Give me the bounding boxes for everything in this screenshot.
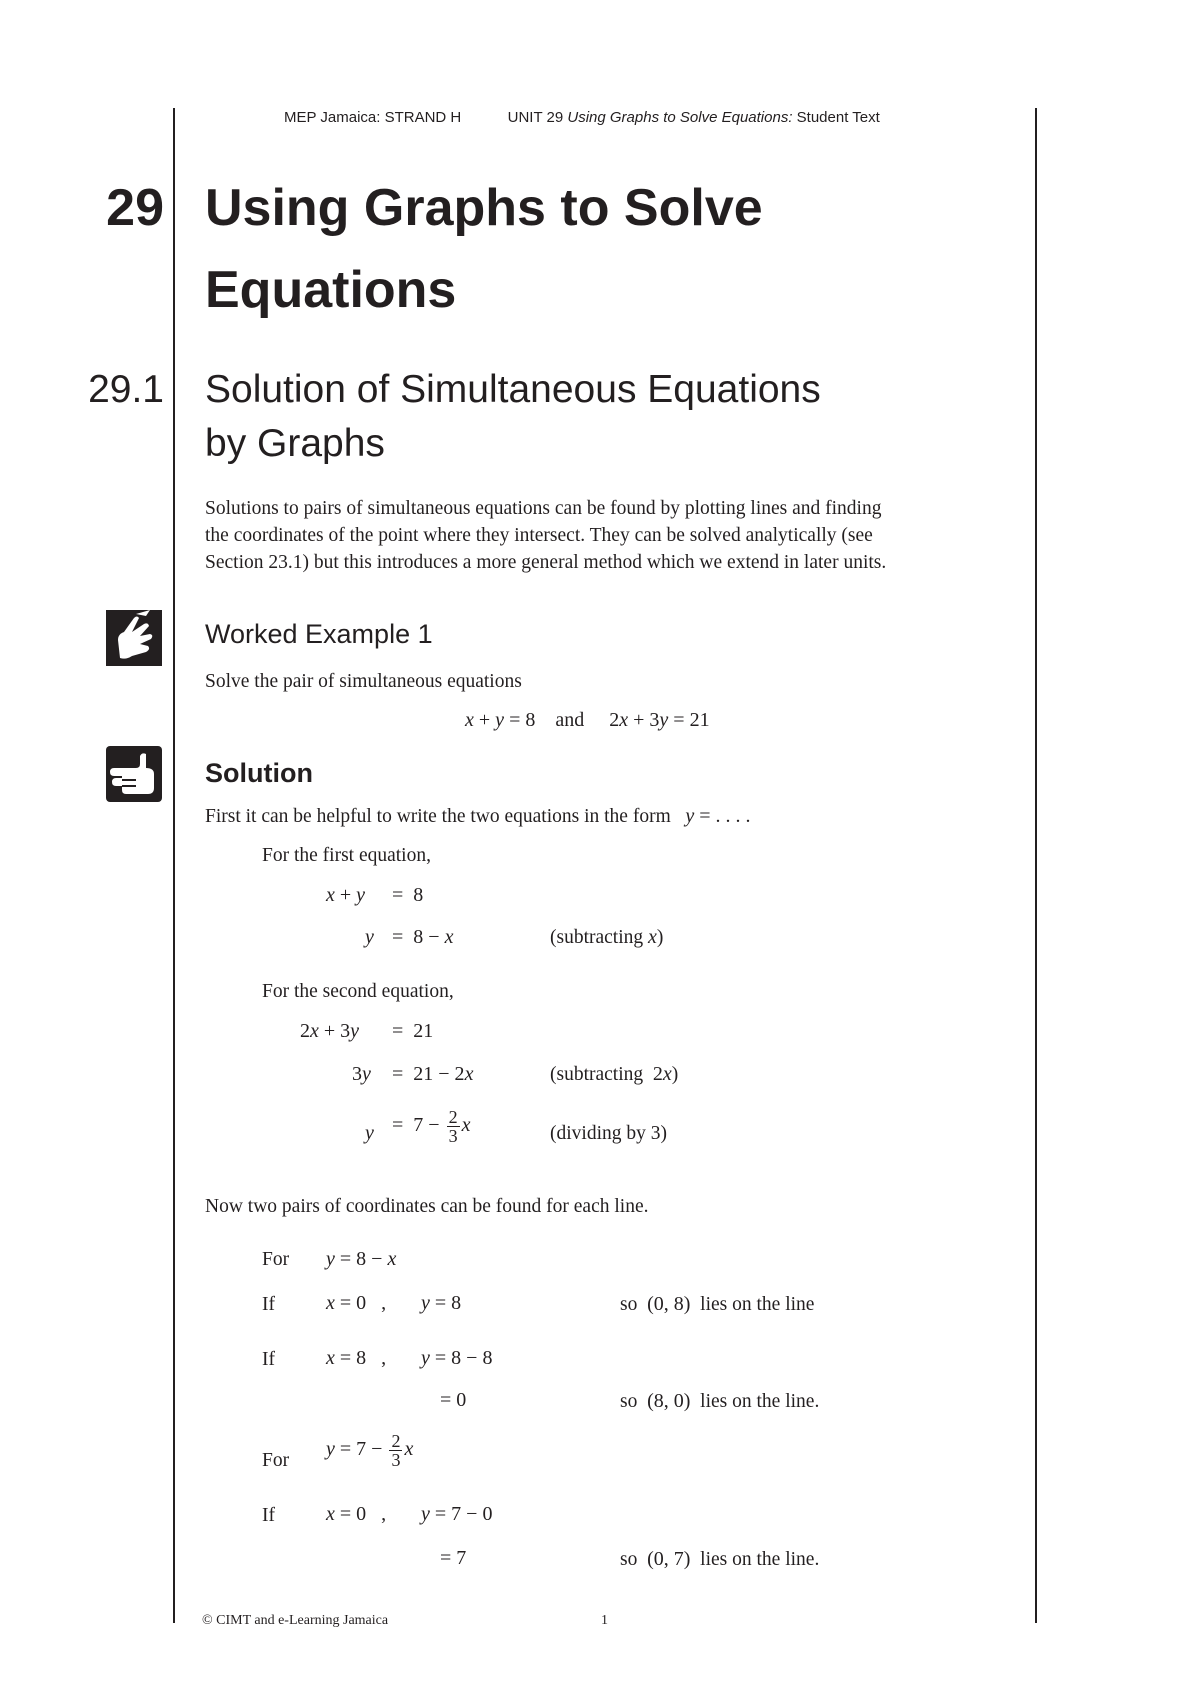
if-x-value: x = 0 , [326,1292,387,1314]
example-prompt: Solve the pair of simultaneous equations [205,671,522,692]
if-x-value: x = 0 , [326,1503,387,1525]
eq2-step1-lhs: 2x + 3y [300,1020,360,1042]
line2-equation: y = 7 − $\frac{2}{3}$ x [326,1431,414,1470]
eq2-step1-rhs: = 21 [392,1020,434,1042]
if-label: If [262,1349,275,1370]
eq2-step3-rhs: = 7 − $\frac{2}{3}$ x [392,1107,471,1146]
section-title-line2: by Graphs [205,422,385,465]
eq1-step1-lhs: x + y [326,884,366,906]
eq2-step3-lhs: y [365,1122,374,1144]
chapter-title-line2: Equations [205,261,457,319]
lies-text: lies on the line. [700,1549,820,1570]
if-y-value: y = 7 − 0 [421,1503,493,1525]
y-result: = 7 [440,1547,467,1569]
example-heading: Worked Example 1 [205,619,433,649]
header-text-type: Student Text [796,109,880,126]
eq1-step1-rhs: = 8 [392,884,424,906]
eq2-step2-note: (subtracting 2x) [550,1063,679,1085]
intro-line: Section 23.1) but this introduces a more general method which we extend in later units. [205,552,887,573]
intro-line: the coordinates of the point where they intersect. They can be solved analytically (see [205,525,873,546]
header-unit: UNIT 29 [507,109,564,126]
note-text: (subtracting [550,1064,644,1085]
page-number: 1 [601,1613,608,1628]
pointing-hand-icon [106,746,162,802]
chapter-number: 29 [106,179,164,237]
chapter-title-line1: Using Graphs to Solve [205,179,763,237]
solution-intro: First it can be helpful to write the two equations in the form y = . . . . [205,805,751,827]
so-label: so [620,1549,638,1570]
header-unit-title: Using Graphs to Solve Equations: [567,109,793,126]
lies-text: lies on the line [700,1294,815,1315]
if-y-value: y = 8 − 8 [421,1347,493,1369]
if-x-value: x = 8 , [326,1347,387,1369]
footer-copyright: © CIMT and e-Learning Jamaica [202,1613,389,1628]
hand-writing-icon [106,610,162,666]
note-text: (subtracting [550,927,644,948]
first-equation-label: For the first equation, [262,845,431,866]
second-equation-label: For the second equation, [262,981,454,1002]
lies-text: lies on the line. [700,1391,820,1412]
eq1-step2-lhs: y [365,926,374,948]
example-equations: x + y = 8 and 2x + 3y = 21 [465,709,710,731]
now-paragraph: Now two pairs of coordinates can be found for each line. [205,1196,649,1217]
solution-intro-text: First it can be helpful to write the two equations in the form [205,806,671,827]
right-margin-rule [1035,108,1037,1623]
eq1-step2-note: (subtracting x) [550,926,664,948]
line1-equation: y = 8 − x [326,1248,397,1270]
result-row: so (8, 0) lies on the line. [620,1390,820,1412]
intro-paragraph [205,495,886,576]
if-y-value: y = 8 [421,1292,462,1314]
result-row: so (0, 8) lies on the line [620,1293,815,1315]
for-label: For [262,1450,290,1471]
section-title-line1: Solution of Simultaneous Equations [205,368,821,411]
for-label: For [262,1249,290,1270]
left-margin-rule [173,108,175,1623]
so-label: so [620,1391,638,1412]
if-label: If [262,1294,275,1315]
intro-line: Solutions to pairs of simultaneous equations can be found by plotting lines and finding [205,498,882,519]
result-row: so (0, 7) lies on the line. [620,1548,820,1570]
so-label: so [620,1294,638,1315]
eq2-step2-lhs: 3y [352,1063,371,1085]
y-result: = 0 [440,1389,467,1411]
eq2-step3-note: (dividing by 3) [550,1123,667,1144]
running-header [284,109,880,126]
and-word: and [555,709,585,731]
header-strand: MEP Jamaica: STRAND H [284,109,462,126]
solution-heading: Solution [205,758,313,788]
section-number: 29.1 [88,368,164,411]
eq1-step2-rhs: = 8 − x [392,926,454,948]
if-label: If [262,1505,275,1526]
eq2-step2-rhs: = 21 − 2x [392,1063,474,1085]
